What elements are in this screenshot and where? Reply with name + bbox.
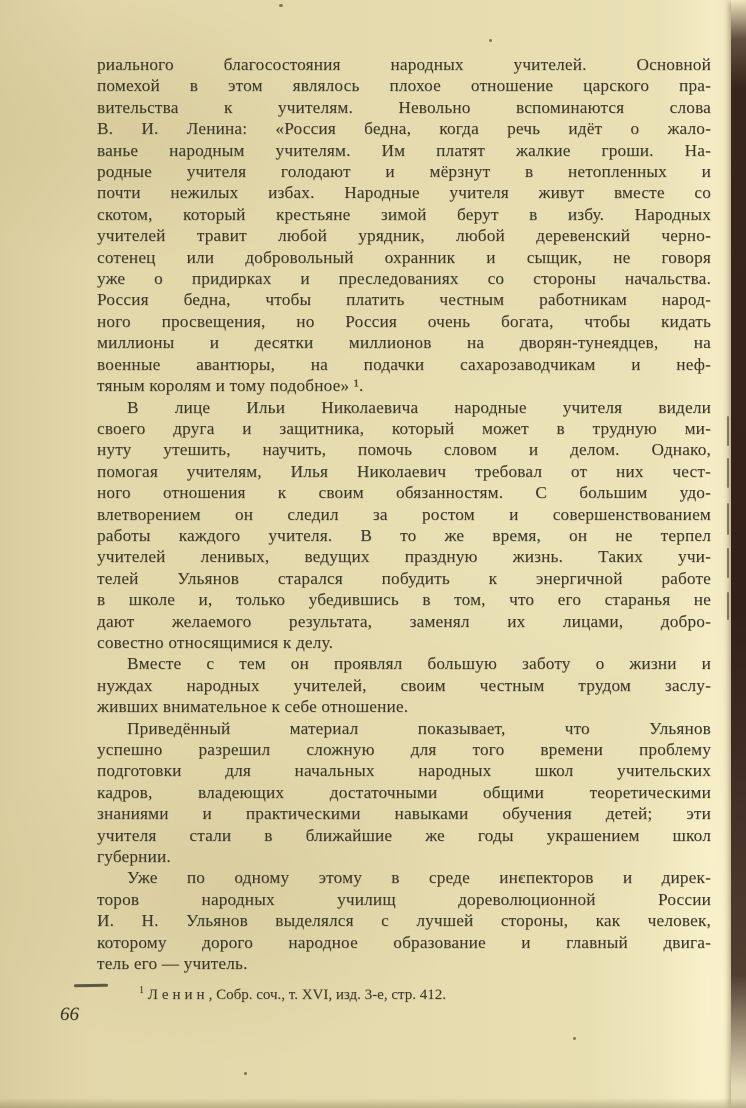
scan-speck: [573, 1037, 576, 1040]
scan-speck: [489, 39, 492, 42]
text-line: миллионы и десятки миллионов на дворян-тунеядцев, на: [97, 333, 711, 353]
text-line: торов народных училищ дореволюционной России: [97, 889, 711, 909]
text-line: учителей ленивых, ведущих праздную жизнь. Таких учи-: [97, 547, 711, 567]
page-number: 66: [60, 1004, 79, 1025]
text-line: помехой в этом являлось плохое отношение царского пра-: [97, 76, 711, 96]
text-line: учителей травит любой урядник, любой деревенский черно-: [97, 226, 711, 246]
text-line: дают желаемого результата, заменял их лицами, добро-: [97, 611, 711, 631]
text-line: совестно относящимися к делу.: [97, 632, 334, 652]
scan-speck: [244, 1072, 247, 1075]
page-edge-shadow: [731, 0, 746, 1108]
text-line: ного просвещения, но Россия очень богата, чтобы кидать: [97, 311, 711, 331]
text-line: почти нежилых избах. Народные учителя живут вместе со: [97, 183, 711, 203]
text-line: риального благосостояния народных учителей. Основной: [97, 55, 711, 74]
footnote: [97, 985, 697, 1004]
text-line: своего друга и защитника, который может в трудную ми-: [97, 418, 711, 438]
text-line: в школе и, только убедившись в том, что его старанья не: [97, 590, 711, 610]
text-line: помогая учителям, Илья Николаевич требовал от них чест-: [97, 461, 711, 481]
text-line: работы каждого учителя. В то же время, он не терпел: [97, 525, 711, 545]
text-line: сотенец или добровольный охранник и сыщик, не говоря: [97, 247, 711, 267]
text-line: вительства к учителям. Невольно вспоминаются слова: [97, 97, 711, 117]
text-line: родные учителя голодают и мёрзнут в нетопленных и: [97, 162, 711, 182]
text-line: Россия бедна, чтобы платить честным работникам народ-: [97, 290, 711, 310]
margin-mark: [727, 592, 729, 620]
text-line: Приведённый материал показывает, что Ульянов: [127, 718, 711, 738]
text-line: тель его — учитель.: [97, 954, 248, 974]
text-block: [97, 54, 711, 974]
text-line: кадров, владеющих достаточными общими теоретическими: [97, 782, 711, 802]
text-line: губернии.: [97, 847, 171, 867]
text-line: живших внимательное к себе отношение.: [97, 697, 409, 717]
text-line: влетворением он следил за ростом и совершенствованием: [97, 504, 711, 524]
footnote-marker: 1: [139, 985, 144, 996]
text-line: В. И. Ленина: «Россия бедна, когда речь идёт о жало-: [97, 119, 711, 139]
text-line: которому дорого народное образование и главный двига-: [97, 932, 711, 952]
paragraph: [97, 718, 711, 868]
text-line: военные авантюры, на подачки сахарозаводчикам и неф-: [97, 354, 711, 374]
text-line: успешно разрешил сложную для того времени проблему: [97, 740, 711, 759]
text-line: уже о придирках и преследованиях со стороны начальства.: [97, 269, 711, 289]
text-line: В лице Ильи Николаевича народные учителя видели: [127, 397, 711, 417]
footnote-text: , Собр. соч., т. XVI, изд. 3-е, стр. 412.: [208, 987, 446, 1003]
paragraph: [97, 867, 711, 974]
text-line: тяным королям и тому подобное» ¹.: [97, 376, 364, 396]
text-line: знаниями и практическими навыками обучения детей; эти: [97, 804, 711, 824]
paragraph: [97, 397, 711, 654]
scan-speck: [279, 4, 283, 7]
text-line: ванье народным учителям. Им платят жалкие гроши. На-: [97, 140, 711, 160]
text-line: нуту утешить, научить, помочь словом и делом. Однако,: [97, 440, 711, 460]
text-line: Уже по одному этому в среде инспекторов и дирек-: [127, 868, 711, 888]
text-line: подготовки для начальных народных школ учительских: [97, 761, 711, 781]
text-line: скотом, который крестьяне зимой берут в избу. Народных: [97, 204, 711, 224]
paragraph: [97, 653, 711, 717]
margin-mark: [727, 548, 729, 578]
text-line: ного отношения к своим обязанностям. С большим удо-: [97, 483, 711, 503]
text-line: учителя стали в ближайшие же годы украшением школ: [97, 825, 711, 845]
text-line: Вместе с тем он проявлял большую заботу о жизни и: [127, 654, 711, 674]
footnote-author: Ленин: [147, 987, 209, 1003]
margin-mark: [727, 416, 729, 446]
margin-mark: [727, 503, 729, 535]
margin-mark: [727, 458, 729, 488]
text-line: нуждах народных учителей, своим честным трудом заслу-: [97, 675, 711, 695]
paragraph: [97, 54, 711, 397]
text-line: И. Н. Ульянов выделялся с лучшей стороны, как человек,: [97, 911, 711, 931]
text-line: телей Ульянов старался побудить к энергичной работе: [97, 568, 711, 588]
